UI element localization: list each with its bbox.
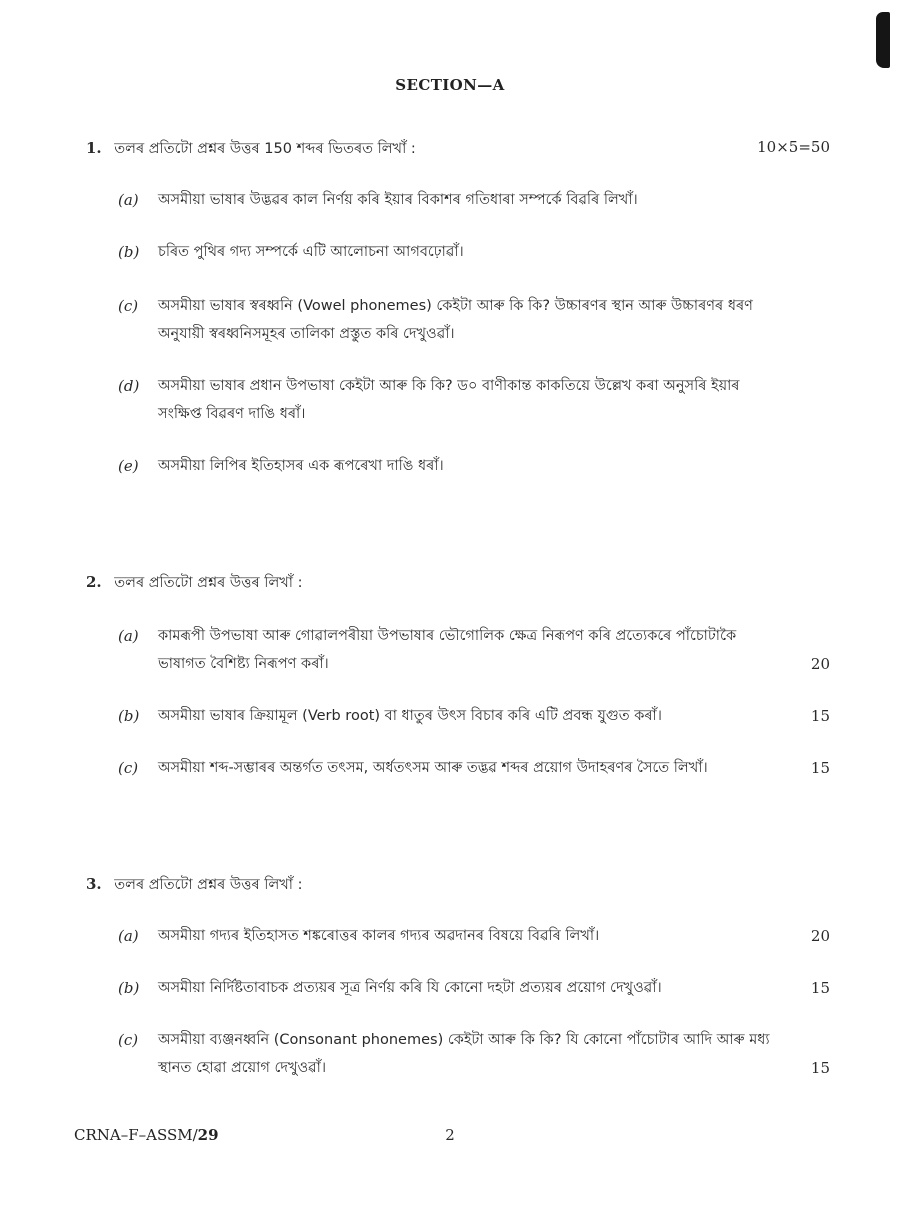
item-label: (e) bbox=[118, 457, 139, 475]
item-text: অসমীয়া ব্যঞ্জনধ্বনি (Consonant phonemes) কেইটা আৰু কি কি? যি কোনো পাঁচোটাৰ আদি আৰু মধ্য স্থানত হোৱা প্ৰয়োগ দেখুওৱাঁ। bbox=[158, 1032, 770, 1076]
item-text: অসমীয়া শব্দ-সম্ভাৰৰ অন্তৰ্গত তৎসম, অৰ্ধতৎসম আৰু তদ্ভৱ শব্দৰ প্ৰয়োগ উদাহৰণৰ সৈতে লিখাঁ। bbox=[158, 760, 708, 776]
item-marks: 20 bbox=[810, 655, 830, 673]
item-marks: 15 bbox=[810, 1059, 830, 1077]
question-number: 3. bbox=[86, 875, 102, 893]
paper-code-prefix: CRNA–F–ASSM/ bbox=[74, 1126, 198, 1144]
question-1-header bbox=[86, 138, 830, 162]
item-text: কামৰূপী উপভাষা আৰু গোৱালপৰীয়া উপভাষাৰ ভৌগোলিক ক্ষেত্ৰ নিৰূপণ কৰি প্ৰত্যেকৰে পাঁচোটাকৈ ভাষাগত বৈশিষ্ট্য নিৰূপণ কৰাঁ। bbox=[158, 628, 737, 672]
item-label: (d) bbox=[118, 377, 140, 395]
question-3-header bbox=[86, 874, 830, 898]
item-label: (a) bbox=[118, 191, 139, 209]
item-label: (c) bbox=[118, 297, 139, 315]
item-label: (a) bbox=[118, 927, 139, 945]
item-text: চৰিত পুথিৰ গদ্য সম্পৰ্কে এটি আলোচনা আগবঢ়োৱাঁ। bbox=[158, 244, 464, 260]
item-text: অসমীয়া ভাষাৰ প্ৰধান উপভাষা কেইটা আৰু কি কি? ড০ বাণীকান্ত কাকতিয়ে উল্লেখ কৰা অনুসৰি ইয়াৰ সংক্ষিপ্ত বিৱৰণ দাঙি ধৰাঁ। bbox=[158, 378, 740, 422]
item-label: (b) bbox=[118, 243, 140, 261]
question-instruction: তলৰ প্ৰতিটো প্ৰশ্নৰ উত্তৰ লিখাঁ : bbox=[114, 877, 303, 893]
question-instruction: তলৰ প্ৰতিটো প্ৰশ্নৰ উত্তৰ লিখাঁ : bbox=[114, 575, 303, 591]
question-2-header bbox=[86, 572, 830, 596]
paper-code-number: 29 bbox=[197, 1126, 219, 1144]
question-number: 1. bbox=[86, 139, 102, 157]
item-label: (b) bbox=[118, 707, 140, 725]
item-text: অসমীয়া ভাষাৰ উদ্ভৱৰ কাল নিৰ্ণয় কৰি ইয়াৰ বিকাশৰ গতিধাৰা সম্পৰ্কে বিৱৰি লিখাঁ। bbox=[158, 192, 638, 208]
item-label: (c) bbox=[118, 759, 139, 777]
question-marks: 10×5=50 bbox=[757, 138, 830, 156]
item-text: অসমীয়া গদ্যৰ ইতিহাসত শঙ্কৰোত্তৰ কালৰ গদ্যৰ অৱদানৰ বিষয়ে বিৱৰি লিখাঁ। bbox=[158, 928, 600, 944]
question-number: 2. bbox=[86, 573, 102, 591]
item-marks: 20 bbox=[810, 927, 830, 945]
item-marks: 15 bbox=[810, 707, 830, 725]
item-marks: 15 bbox=[810, 979, 830, 997]
section-title: SECTION—A bbox=[395, 76, 505, 94]
item-label: (b) bbox=[118, 979, 140, 997]
page-number: 2 bbox=[445, 1126, 455, 1144]
question-instruction: তলৰ প্ৰতিটো প্ৰশ্নৰ উত্তৰ 150 শব্দৰ ভিতৰত লিখাঁ : bbox=[114, 141, 416, 157]
item-text: অসমীয়া ভাষাৰ ক্ৰিয়ামূল (Verb root) বা ধাতুৰ উৎস বিচাৰ কৰি এটি প্ৰবন্ধ যুগুত কৰাঁ। bbox=[158, 708, 662, 724]
page-edge-mark bbox=[876, 12, 890, 68]
item-text: অসমীয়া লিপিৰ ইতিহাসৰ এক ৰূপৰেখা দাঙি ধৰাঁ। bbox=[158, 458, 444, 474]
item-text: অসমীয়া ভাষাৰ স্বৰধ্বনি (Vowel phonemes) কেইটা আৰু কি কি? উচ্চাৰণৰ স্থান আৰু উচ্চাৰণৰ ধৰণ অনুযায়ী স্বৰধ্বনিসমূহৰ তালিকা প্ৰস্তুত কৰি দেখুওৱাঁ। bbox=[158, 298, 753, 342]
item-label: (c) bbox=[118, 1031, 139, 1049]
item-text: অসমীয়া নিৰ্দিষ্টতাবাচক প্ৰত্যয়ৰ সূত্ৰ নিৰ্ণয় কৰি যি কোনো দহটা প্ৰত্যয়ৰ প্ৰয়োগ দেখুওৱাঁ। bbox=[158, 980, 662, 996]
item-marks: 15 bbox=[810, 759, 830, 777]
item-label: (a) bbox=[118, 627, 139, 645]
